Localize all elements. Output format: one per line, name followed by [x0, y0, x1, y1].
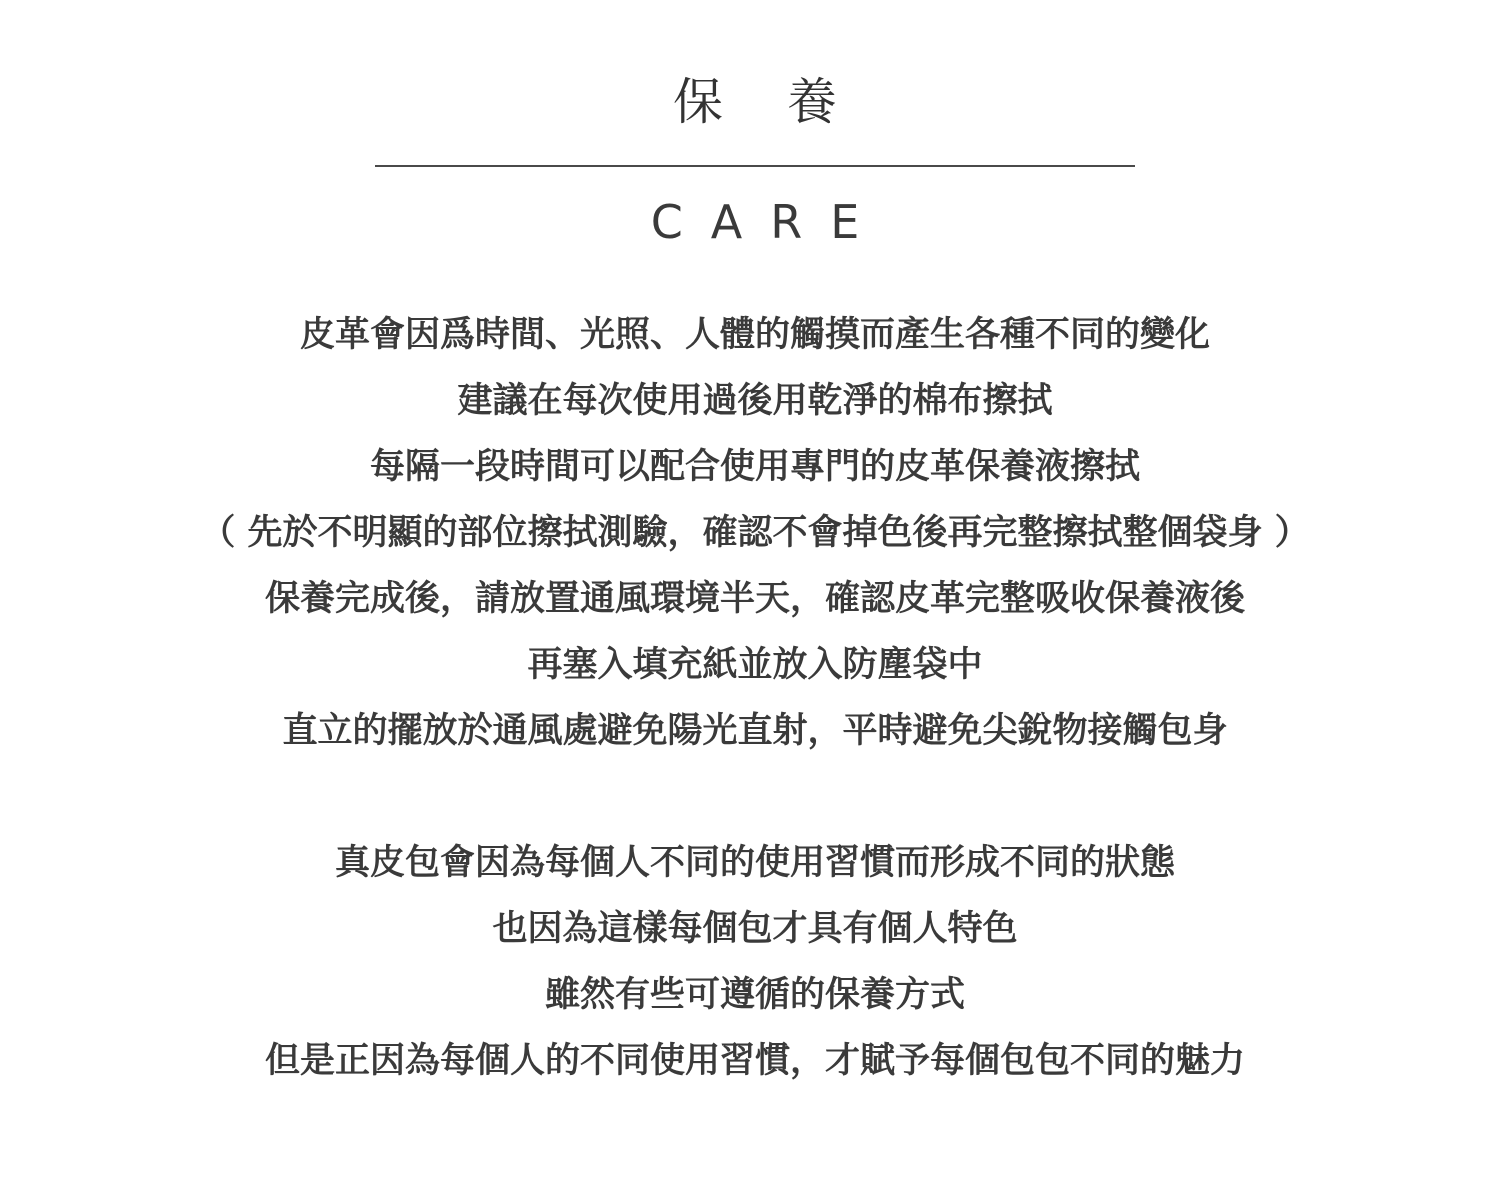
- leather-character-line: 雖然有些可遵循的保養方式: [544, 975, 965, 1015]
- page-title-chinese: 保 養: [673, 73, 861, 131]
- care-instruction-line: 皮革會因爲時間、光照、人體的觸摸而產生各種不同的變化: [299, 315, 1210, 355]
- care-instructions-paragraph: [0, 302, 1510, 764]
- title-divider: [375, 165, 1135, 167]
- care-instruction-line: 每隔一段時間可以配合使用專門的皮革保養液擦拭: [369, 447, 1140, 487]
- page-title-english: CARE: [650, 195, 888, 249]
- care-instruction-line: 保養完成後，請放置通風環境半天，確認皮革完整吸收保養液後: [264, 579, 1245, 619]
- leather-character-line: 也因為這樣每個包才具有個人特色: [492, 909, 1018, 949]
- care-instruction-line: （ 先於不明顯的部位擦拭測驗，確認不會掉色後再完整擦拭整個袋身 ）: [200, 513, 1310, 553]
- leather-character-line: 但是正因為每個人的不同使用習慣，才賦予每個包包不同的魅力: [264, 1041, 1245, 1081]
- leather-character-paragraph: [0, 830, 1510, 1094]
- care-instruction-line: 建議在每次使用過後用乾淨的棉布擦拭: [457, 381, 1053, 421]
- leather-character-line: 真皮包會因為每個人不同的使用習慣而形成不同的狀態: [334, 843, 1175, 883]
- care-instruction-line: 直立的擺放於通風處避免陽光直射，平時避免尖銳物接觸包身: [282, 711, 1228, 751]
- care-instruction-line: 再塞入填充紙並放入防塵袋中: [527, 645, 983, 685]
